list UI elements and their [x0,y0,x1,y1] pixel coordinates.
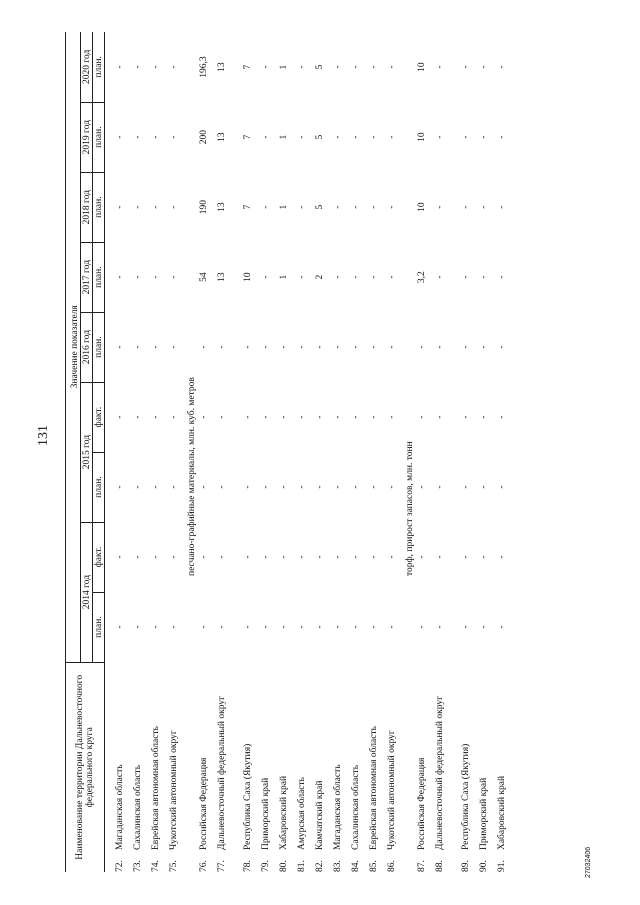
value-cell: - [497,485,507,489]
value-cell: 5 [315,204,325,210]
plan-subheader: план. [93,242,105,312]
year-header: 2016 год [81,312,93,382]
plan-subheader: план. [93,592,105,662]
value-cell: - [417,485,427,489]
value-cell: - [417,625,427,629]
value-cell: - [497,345,507,349]
value-cell: - [351,65,361,69]
value-cell: - [199,555,209,559]
value-cell: - [479,485,489,489]
table-row [199,32,217,872]
row-number: 85. [369,860,379,872]
value-cell: - [297,485,307,489]
value-cell: - [387,625,397,629]
fact-subheader: факт. [93,382,105,452]
value-cell: - [333,65,343,69]
rotated-table-container [65,32,565,872]
value-cell: - [497,415,507,419]
value-cell: - [133,65,143,69]
value-cell: - [461,625,471,629]
value-cell: - [151,485,161,489]
value-cell: - [333,345,343,349]
value-cell: - [133,275,143,279]
document-id: 27032406 [585,846,592,878]
value-cell: - [217,415,227,419]
value-cell: - [279,415,289,419]
value-cell: 13 [217,202,227,212]
value-cell: 54 [199,272,209,282]
year-header: 2018 год [81,172,93,242]
value-cell: - [243,345,253,349]
value-cell: - [151,555,161,559]
table-row [479,32,497,872]
value-cell: - [387,135,397,139]
value-cell: - [369,485,379,489]
value-cell: - [151,625,161,629]
value-cell: - [261,275,271,279]
value-cell: 7 [243,134,253,140]
territory-name: Еврейская автономная область [151,726,161,851]
territory-name: Чукотский автономный округ [169,730,179,851]
value-cell: - [351,275,361,279]
territory-name: Дальневосточный федеральный округ [217,696,227,851]
value-cell: - [115,135,125,139]
value-cell: - [243,485,253,489]
value-cell: - [151,345,161,349]
value-cell: - [351,485,361,489]
table-row [279,32,297,872]
row-number: 73. [133,860,143,872]
value-cell: 13 [217,62,227,72]
value-cell: - [479,345,489,349]
section-title: торф, прирост запасов, млн. тонн [405,441,415,576]
value-cell: - [261,625,271,629]
value-cell: - [217,625,227,629]
row-number: 90. [479,860,489,872]
value-cell: - [169,205,179,209]
value-cell: - [435,65,445,69]
value-cell: 10 [417,202,427,212]
table-row [351,32,369,872]
fact-subheader: факт. [93,522,105,592]
row-number: 86. [387,860,397,872]
row-number: 76. [199,860,209,872]
table-row [115,32,133,872]
value-cell: - [217,485,227,489]
value-cell: - [115,65,125,69]
value-cell: - [315,415,325,419]
value-cell: - [333,555,343,559]
territory-name: Республика Саха (Якутия) [243,743,253,851]
value-cell: - [387,415,397,419]
value-cell: - [169,275,179,279]
value-cell: - [369,65,379,69]
value-cell: - [297,415,307,419]
value-cell: 7 [243,64,253,70]
value-cell: - [497,205,507,209]
value-cell: - [479,275,489,279]
value-cell: - [133,485,143,489]
value-cell: - [243,555,253,559]
plan-subheader: план. [93,102,105,172]
value-cell: - [351,415,361,419]
row-number: 77. [217,860,227,872]
territory-name: Российская Федерация [199,757,209,851]
territory-name: Еврейская автономная область [369,726,379,851]
value-cell: - [369,205,379,209]
row-number: 82. [315,860,325,872]
row-number: 89. [461,860,471,872]
value-cell: - [151,135,161,139]
value-cell: 5 [315,64,325,70]
table-row [461,32,479,872]
table-row [169,32,187,872]
value-cell: - [279,345,289,349]
value-cell: - [435,135,445,139]
table-row [297,32,315,872]
table-row [497,32,515,872]
territory-name: Магаданская область [115,764,125,851]
value-cell: - [497,65,507,69]
table-row [315,32,333,872]
name-column-header: Наименование территории Дальневосточного федерального круга [66,662,105,872]
territory-name: Российская Федерация [417,757,427,851]
value-cell: 5 [315,134,325,140]
value-cell: - [169,345,179,349]
value-cell: - [479,625,489,629]
page-number: 131 [36,425,51,446]
value-cell: - [169,555,179,559]
row-number: 88. [435,860,445,872]
value-cell: - [435,625,445,629]
value-cell: 1 [279,204,289,210]
value-cell: 2 [315,274,325,280]
value-cell: - [199,345,209,349]
value-cell: - [297,275,307,279]
value-cell: 10 [243,272,253,282]
value-cell: - [351,205,361,209]
territory-name: Камчатский край [315,780,325,851]
value-cell: 1 [279,274,289,280]
value-cell: - [333,485,343,489]
value-cell: 13 [217,272,227,282]
value-cell: - [133,345,143,349]
value-cell: - [387,275,397,279]
table-row [133,32,151,872]
value-cell: - [435,485,445,489]
value-cell: - [461,205,471,209]
value-cell: - [297,555,307,559]
value-cell: - [479,135,489,139]
year-header: 2015 год [81,382,93,522]
table-row [333,32,351,872]
table-row [261,32,279,872]
value-cell: - [461,345,471,349]
territory-name: Приморский край [479,777,489,851]
row-number: 72. [115,860,125,872]
value-cell: - [351,135,361,139]
value-cell: - [169,135,179,139]
row-number: 87. [417,860,427,872]
value-cell: - [115,415,125,419]
value-cell: - [351,555,361,559]
table-row [369,32,387,872]
value-cell: - [369,345,379,349]
year-header: 2020 год [81,32,93,102]
value-cell: - [435,345,445,349]
value-cell: - [261,555,271,559]
plan-subheader: план. [93,452,105,522]
value-cell: - [169,625,179,629]
plan-subheader: план. [93,172,105,242]
value-cell: - [387,345,397,349]
value-cell: - [333,415,343,419]
value-cell: 196,3 [199,56,209,78]
value-cell: - [479,65,489,69]
value-cell: - [461,485,471,489]
value-cell: - [333,625,343,629]
value-cell: - [115,625,125,629]
value-cell: - [315,485,325,489]
year-header: 2014 год [81,522,93,662]
value-cell: - [115,485,125,489]
value-cell: - [369,275,379,279]
value-cell: - [261,65,271,69]
value-cell: - [461,65,471,69]
value-cell: - [351,345,361,349]
value-cell: - [151,205,161,209]
value-cell: - [369,555,379,559]
value-cell: - [435,555,445,559]
table-row [417,32,435,872]
value-cell: 10 [417,62,427,72]
value-cell: - [479,555,489,559]
value-cell: - [461,415,471,419]
value-cell: - [133,555,143,559]
value-cell: - [497,555,507,559]
value-cell: - [115,205,125,209]
value-cell: - [243,415,253,419]
value-cell: - [297,345,307,349]
value-cell: - [497,625,507,629]
value-cell: - [297,625,307,629]
row-number: 80. [279,860,289,872]
row-number: 78. [243,860,253,872]
value-cell: 13 [217,132,227,142]
table-row [243,32,261,872]
table-row [151,32,169,872]
value-cell: - [151,275,161,279]
plan-subheader: план. [93,32,105,102]
territory-name: Магаданская область [333,764,343,851]
value-cell: - [479,205,489,209]
value-header: Значение показателя [66,32,81,662]
territory-name: Чукотский автономный округ [387,730,397,851]
row-number: 83. [333,860,343,872]
row-number: 74. [151,860,161,872]
value-cell: - [115,555,125,559]
value-cell: - [369,625,379,629]
territory-name: Приморский край [261,777,271,851]
value-cell: - [479,415,489,419]
value-cell: - [351,625,361,629]
value-cell: - [297,205,307,209]
value-cell: - [297,135,307,139]
value-cell: - [369,135,379,139]
value-cell: - [261,205,271,209]
territory-name: Хабаровский край [497,775,507,851]
value-cell: - [243,625,253,629]
value-cell: - [435,415,445,419]
value-cell: - [417,415,427,419]
row-number: 81. [297,860,307,872]
value-cell: - [261,485,271,489]
value-cell: - [279,625,289,629]
value-cell: - [461,275,471,279]
value-cell: - [199,415,209,419]
indicator-table [65,32,515,872]
value-cell: - [461,135,471,139]
value-cell: - [461,555,471,559]
row-number: 84. [351,860,361,872]
value-cell: - [435,205,445,209]
value-cell: - [315,625,325,629]
plan-subheader: план. [93,312,105,382]
value-cell: - [417,345,427,349]
value-cell: 3,2 [417,271,427,284]
row-number: 79. [261,860,271,872]
section-title: песчано-графийные материалы, млн. куб. метров [187,377,197,576]
value-cell: - [369,415,379,419]
row-number: 91. [497,860,507,872]
value-cell: - [497,275,507,279]
table-row [217,32,243,872]
value-cell: - [333,135,343,139]
value-cell: - [115,345,125,349]
value-cell: - [151,65,161,69]
value-cell: - [199,485,209,489]
year-header: 2019 год [81,102,93,172]
value-cell: - [417,555,427,559]
value-cell: - [261,135,271,139]
value-cell: - [133,625,143,629]
value-cell: - [169,415,179,419]
value-cell: - [297,65,307,69]
territory-name: Амурская область [297,776,307,851]
value-cell: 1 [279,64,289,70]
value-cell: - [217,345,227,349]
year-header: 2017 год [81,242,93,312]
value-cell: - [261,415,271,419]
table-row [387,32,405,872]
value-cell: - [387,485,397,489]
value-cell: - [333,275,343,279]
value-cell: 1 [279,134,289,140]
value-cell: - [497,135,507,139]
value-cell: - [133,205,143,209]
territory-name: Сахалинская область [351,764,361,851]
value-cell: - [279,555,289,559]
value-cell: 7 [243,204,253,210]
table-row [435,32,461,872]
value-cell: - [387,555,397,559]
row-number: 75. [169,860,179,872]
value-cell: 190 [199,200,209,215]
value-cell: - [387,65,397,69]
value-cell: - [169,65,179,69]
value-cell: - [151,415,161,419]
value-cell: - [133,135,143,139]
value-cell: - [199,625,209,629]
territory-name: Дальневосточный федеральный округ [435,696,445,851]
value-cell: - [315,555,325,559]
territory-name: Республика Саха (Якутия) [461,743,471,851]
value-cell: - [279,485,289,489]
value-cell: - [333,205,343,209]
value-cell: - [315,345,325,349]
table-body [105,32,516,872]
value-cell: - [261,345,271,349]
value-cell: - [169,485,179,489]
value-cell: - [387,205,397,209]
value-cell: - [435,275,445,279]
value-cell: - [217,555,227,559]
value-cell: 200 [199,130,209,145]
value-cell: 10 [417,132,427,142]
value-cell: - [133,415,143,419]
value-cell: - [115,275,125,279]
territory-name: Хабаровский край [279,775,289,851]
territory-name: Сахалинская область [133,764,143,851]
